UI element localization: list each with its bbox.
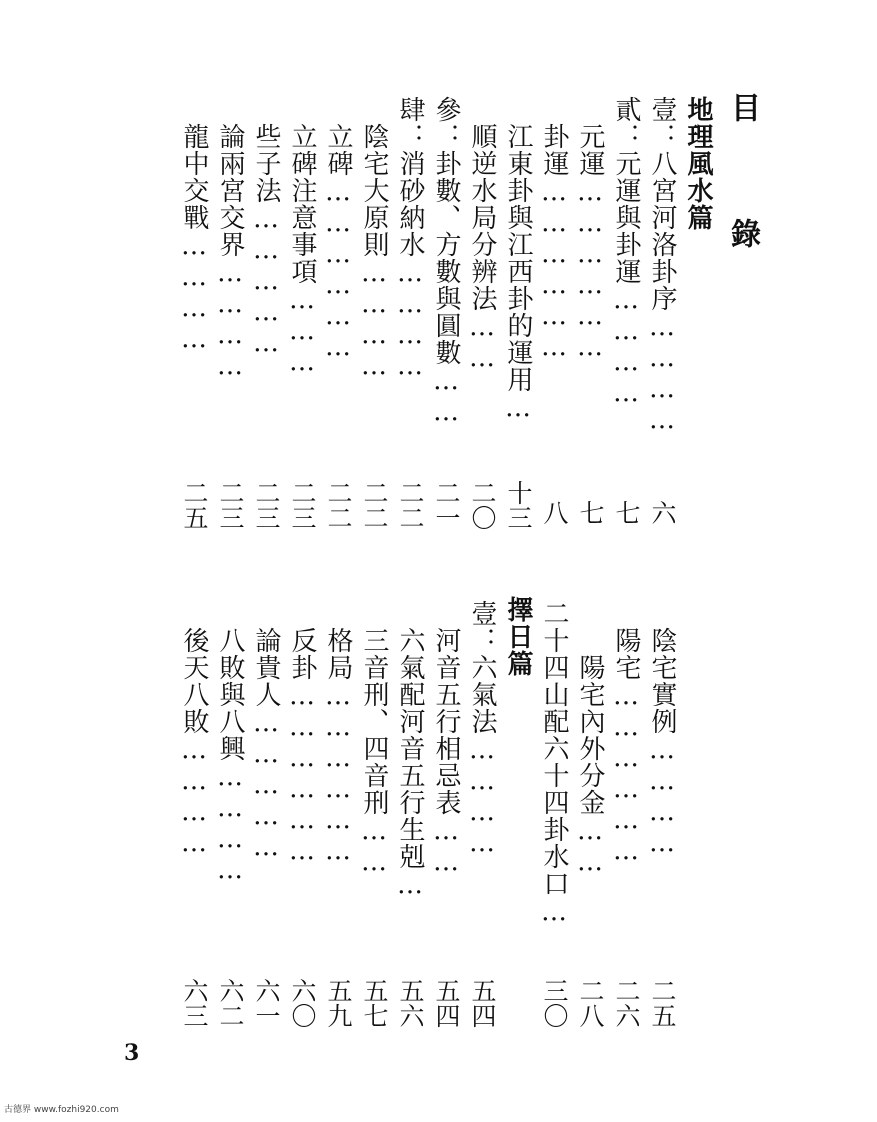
toc-entry: 龍中交戰………… [179, 96, 209, 355]
toc-page-ref: 五六 [396, 978, 425, 1028]
toc-entry: 立碑……………… [323, 96, 353, 363]
toc-entry: 格局……………… [323, 600, 353, 867]
toc-entry: 元運……………… [575, 96, 605, 363]
toc-page-ref: 八 [540, 500, 569, 525]
toc-entry: 反卦……………… [287, 600, 317, 867]
toc-page-ref: 二三 [288, 480, 317, 530]
toc-page-ref: 二六 [612, 978, 641, 1028]
toc-page-ref: 十三 [504, 480, 533, 530]
toc-entry: 江東卦與江西卦的運用… [503, 96, 533, 424]
toc-entry: 後天八敗………… [179, 600, 209, 859]
toc-page-ref: 二五 [648, 978, 677, 1028]
toc-entry: 貳：元運與卦運………… [611, 96, 641, 409]
toc-page-ref: 二三 [216, 480, 245, 530]
toc-page-ref: 二八 [576, 978, 605, 1028]
toc-page-ref: 六 [648, 500, 677, 525]
toc-entry: 壹：八宮河洛卦序………… [647, 96, 677, 436]
toc-entry: 陰宅大原則………… [359, 96, 389, 382]
toc-page-ref: 六一 [252, 978, 281, 1028]
toc-entry: 立碑注意事項……… [287, 96, 317, 378]
toc-entry: 六氣配河音五行生剋… [395, 600, 425, 901]
toc-page-ref: 六三 [180, 978, 209, 1028]
page-number: 3 [124, 1040, 140, 1066]
toc-page-ref: 六〇 [288, 978, 317, 1028]
toc-page-ref: 七 [612, 500, 641, 525]
toc-page-ref: 二〇 [468, 480, 497, 530]
toc-page-ref: 二三 [252, 480, 281, 530]
section-title-date-selection: 擇日篇 [503, 596, 533, 677]
toc-page-ref: 七 [576, 500, 605, 525]
toc-entry: 陰宅實例………… [647, 600, 677, 859]
toc-entry: 八敗與八興………… [215, 600, 245, 886]
toc-entry: 順逆水局分辨法…… [467, 96, 497, 374]
toc-page-ref: 二五 [180, 480, 209, 530]
section-title-geomancy: 地理風水篇 [683, 96, 713, 231]
toc-heading: 目錄 [725, 92, 760, 344]
toc-entry: 河音五行相忌表…… [431, 600, 461, 878]
toc-entry: 三音刑、四音刑…… [359, 600, 389, 878]
toc-page-ref: 二二 [324, 480, 353, 530]
toc-page-ref: 六二 [216, 978, 245, 1028]
toc-page-ref: 五四 [432, 978, 461, 1028]
toc-entry: 肆：消砂納水………… [395, 96, 425, 382]
toc-page-ref: 五七 [360, 978, 389, 1028]
toc-page-ref: 二二 [360, 480, 389, 530]
toc-page-ref: 五四 [468, 978, 497, 1028]
toc-entry: 陽宅內外分金…… [575, 600, 605, 878]
toc-entry: 陽宅……………… [611, 600, 641, 867]
toc-entry: 論貴人…………… [251, 600, 281, 863]
toc-entry: 壹：六氣法………… [467, 600, 497, 859]
toc-page-ref: 三〇 [540, 978, 569, 1028]
watermark-text: 古德界 www.fozhi920.com [4, 1105, 119, 1115]
toc-entry: 些子法…………… [251, 96, 281, 359]
toc-entry: 論兩宮交界………… [215, 96, 245, 382]
toc-page-ref: 二一 [432, 480, 461, 530]
toc-page-ref: 二二 [396, 480, 425, 530]
toc-entry: 二十四山配六十四卦水口… [539, 600, 569, 928]
toc-page-ref: 五九 [324, 978, 353, 1028]
toc-entry: 參：卦數、方數與圓數…… [431, 96, 461, 428]
toc-entry: 卦運……………… [539, 96, 569, 363]
